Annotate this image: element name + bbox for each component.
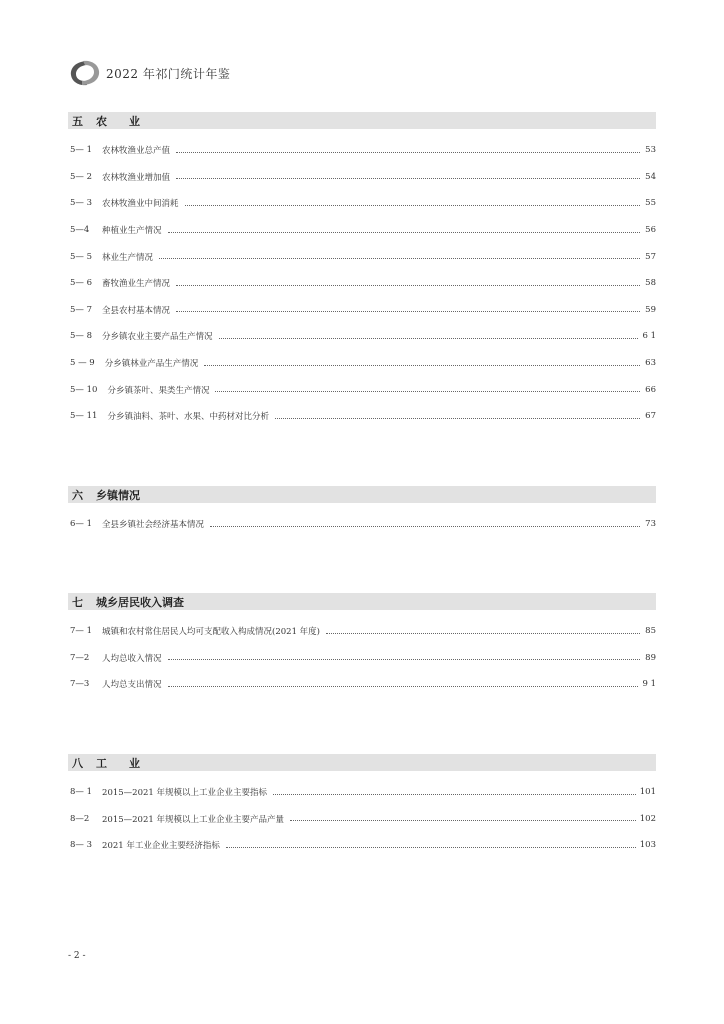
toc-entry-number: 7—2 [70,652,90,663]
toc-entry-title: 农林牧渔业中间消耗 [102,199,179,210]
toc-leader-dots [176,285,640,286]
toc-leader-dots [168,686,639,687]
toc-leader-dots [168,659,640,660]
page-header [68,58,230,88]
section-number: 八 [72,756,83,770]
toc-entry[interactable] [68,243,656,270]
toc-leader-dots [326,633,640,634]
toc-entry[interactable] [68,164,656,191]
toc-entry-number: 6— 1 [70,519,93,530]
toc-entry[interactable] [68,618,656,645]
toc-entry-number: 5— 6 [70,278,93,289]
section-townships [68,486,656,538]
toc-entry[interactable] [68,671,656,698]
toc-entry-title: 全县农村基本情况 [102,305,171,316]
page-number: - 2 - [68,951,86,961]
toc-entry[interactable] [68,511,656,538]
toc-entry-title: 人均总支出情况 [102,680,162,691]
toc-leader-dots [176,311,640,312]
toc-entry-title: 人均总收入情况 [102,653,162,664]
toc-entry-page: 57 [645,251,656,262]
toc-entry-page: 56 [645,225,656,236]
toc-leader-dots [273,794,636,795]
toc-entry-number: 5— 1 [70,145,93,156]
toc-entry[interactable] [68,190,656,217]
section-title: 乡镇情况 [96,488,140,502]
toc-entry[interactable] [68,217,656,244]
toc-entry-title: 分乡镇林业产品生产情况 [104,359,199,370]
toc-entry-number: 8— 1 [70,787,93,798]
toc-entry-title: 种植业生产情况 [102,226,162,237]
section-title: 农 业 [96,114,140,128]
toc-entry-number: 5— 11 [70,411,98,422]
toc-entry-number: 8—2 [70,813,90,824]
toc-entry-number: 5— 10 [70,384,98,395]
toc-entry[interactable] [68,270,656,297]
toc-entry-page: 67 [645,411,656,422]
toc-entry-page: 58 [645,278,656,289]
toc-entry-title: 2015—2021 年规模以上工业企业主要指标 [102,788,267,799]
toc-entry-page: 63 [645,358,656,369]
toc-entry[interactable] [68,137,656,164]
toc-leader-dots [275,418,640,419]
section-number: 六 [72,488,83,502]
toc-entry-title: 2015—2021 年规模以上工业企业主要产品产量 [102,814,284,825]
section-industry [68,754,656,859]
toc-leader-dots [159,258,640,259]
toc-entry-number: 5— 2 [70,171,93,182]
toc-entry-number: 7—3 [70,679,90,690]
toc-leader-dots [219,338,639,339]
section-agriculture [68,112,656,430]
toc-entry-title: 全县乡镇社会经济基本情况 [102,520,205,531]
toc-entry[interactable] [68,832,656,859]
section-heading [68,754,656,771]
toc-entry-page: 66 [645,384,656,395]
toc-entry-number: 5 — 9 [70,358,95,369]
toc-entry[interactable] [68,645,656,672]
yearbook-logo-icon [68,58,102,88]
toc-entry-page: 59 [645,304,656,315]
section-income-survey [68,593,656,698]
section-title: 城乡居民收入调查 [96,595,184,609]
section-heading [68,486,656,503]
toc-entry-number: 5—4 [70,225,90,236]
toc-leader-dots [290,820,636,821]
toc-entry-page: 85 [645,626,656,637]
toc-leader-dots [168,232,640,233]
toc-entry-page: 9 1 [642,679,656,690]
toc-entry-page: 103 [639,840,656,851]
toc-entry-page: 53 [645,145,656,156]
toc-entry-number: 5— 3 [70,198,93,209]
toc-entry-page: 89 [645,652,656,663]
toc-entry-title: 城镇和农村常住居民人均可支配收入构成情况(2021 年度) [102,627,320,638]
toc-leader-dots [226,847,636,848]
toc-entry-title: 林业生产情况 [102,252,154,263]
toc-entry[interactable] [68,806,656,833]
toc-entry[interactable] [68,297,656,324]
toc-entry-title: 农林牧渔业增加值 [102,172,171,183]
toc-entry-title: 分乡镇农业主要产品生产情况 [102,332,213,343]
toc-entry[interactable] [68,403,656,430]
toc-entry-number: 7— 1 [70,626,93,637]
toc-entry[interactable] [68,376,656,403]
toc-entry[interactable] [68,350,656,377]
toc-leader-dots [210,526,640,527]
toc-entry-page: 55 [645,198,656,209]
toc-leader-dots [185,205,640,206]
toc-entry-number: 5— 7 [70,304,93,315]
toc-entry[interactable] [68,779,656,806]
toc-entry-title: 农林牧渔业总产值 [102,146,171,157]
toc-leader-dots [176,178,640,179]
toc-entry-number: 5— 8 [70,331,93,342]
section-title: 工 业 [96,756,140,770]
toc-entry-page: 102 [639,813,656,824]
toc-leader-dots [215,391,640,392]
toc-entry-page: 73 [645,519,656,530]
toc-entry-title: 分乡镇茶叶、果类生产情况 [107,385,210,396]
toc-entry-page: 54 [645,171,656,182]
toc-entry-number: 8— 3 [70,840,93,851]
toc-entry-page: 101 [639,787,656,798]
toc-entry[interactable] [68,323,656,350]
toc-entry-title: 2021 年工业企业主要经济指标 [102,841,220,852]
section-number: 五 [72,114,83,128]
toc-leader-dots [176,152,640,153]
toc-entry-title: 畜牧渔业生产情况 [102,279,171,290]
section-number: 七 [72,595,83,609]
toc-entry-title: 分乡镇油料、茶叶、水果、中药材对比分析 [107,412,269,423]
yearbook-title: 2022 年祁门统计年鉴 [106,66,231,81]
toc-leader-dots [204,365,640,366]
toc-entry-page: 6 1 [642,331,656,342]
section-heading [68,593,656,610]
section-heading [68,112,656,129]
toc-entry-number: 5— 5 [70,251,93,262]
